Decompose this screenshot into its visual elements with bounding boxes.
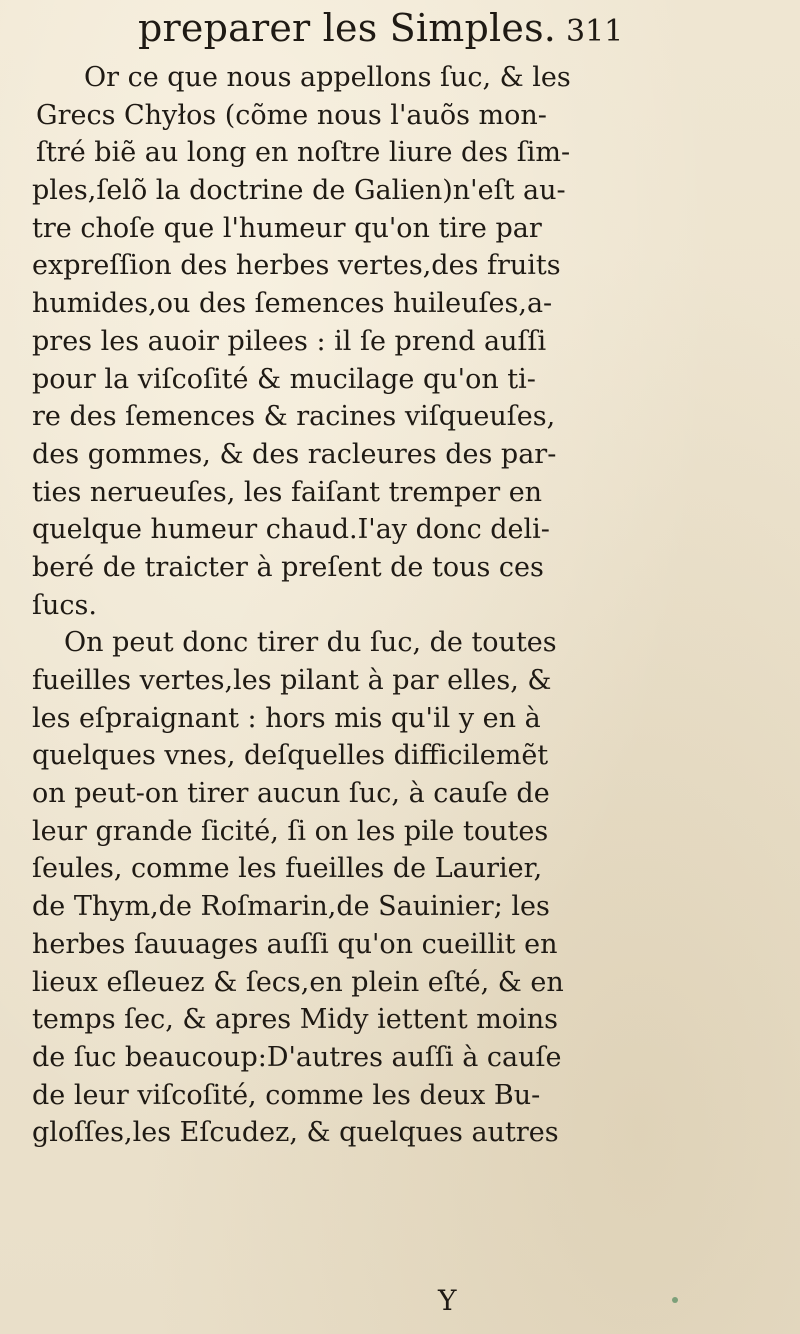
text-line: beré de traicter à preſent de tous ces bbox=[32, 551, 544, 583]
text-line: On peut donc tirer du ſuc, de toutes bbox=[64, 627, 557, 659]
text-line: quelques vnes, deſquelles difficilemẽt bbox=[32, 740, 549, 772]
text-line: leur grande ſicité, ſi on les pile toutes bbox=[32, 815, 549, 847]
text-line: ſtré biẽ au long en noſtre liure des ſim- bbox=[36, 137, 571, 169]
text-line: lieux eſleuez & ſecs,en plein eſté, & en bbox=[32, 966, 564, 998]
text-line: quelque humeur chaud.I'ay donc deli- bbox=[32, 514, 550, 546]
text-line: Grecs Chyłos (cõme nous l'auõs mon- bbox=[36, 99, 547, 131]
text-line: ples,ſelõ la doctrine de Galien)n'eſt au- bbox=[32, 175, 566, 207]
text-line: de ſuc beaucoup:D'autres auſſi à cauſe bbox=[32, 1041, 562, 1073]
text-line: des gommes, & des racleures des par- bbox=[32, 438, 557, 470]
text-line: herbes ſauuages auſſi qu'on cueillit en bbox=[32, 928, 558, 960]
text-line: les eſpraignant : hors mis qu'il y en à bbox=[32, 702, 541, 734]
text-line: expreſſion des herbes vertes,des fruits bbox=[32, 250, 561, 282]
text-line: humides,ou des ſemences huileuſes,a- bbox=[32, 288, 553, 320]
page-header bbox=[0, 4, 800, 54]
text-line: temps ſec, & apres Midy iettent moins bbox=[32, 1004, 558, 1036]
text-line: on peut-on tirer aucun ſuc, à cauſe de bbox=[32, 778, 550, 810]
text-line: pour la viſcoſité & mucilage qu'on ti- bbox=[32, 363, 536, 395]
text-line: re des ſemences & racines viſqueuſes, bbox=[32, 401, 556, 433]
body-text bbox=[28, 59, 628, 1152]
text-line: pres les auoir pilees : il ſe prend auſſi bbox=[32, 325, 547, 357]
text-line: ſucs. bbox=[32, 589, 97, 621]
page-number: 311 bbox=[566, 14, 624, 49]
text-line: ties nerueuſes, les faiſant tremper en bbox=[32, 476, 543, 508]
text-line: ſeules, comme les fueilles de Laurier, bbox=[32, 853, 543, 885]
ink-speck bbox=[672, 1297, 678, 1303]
text-line: tre choſe que l'humeur qu'on tire par bbox=[32, 212, 542, 244]
text-line: fueilles vertes,les pilant à par elles, & bbox=[32, 665, 552, 696]
text-line: de leur viſcoſité, comme les deux Bu- bbox=[32, 1079, 541, 1111]
text-line: de Thym,de Roſmarin,de Sauinier; les bbox=[32, 891, 550, 923]
running-title: preparer les Simples. bbox=[138, 6, 557, 50]
signature-mark: Y bbox=[438, 1284, 457, 1317]
text-line: gloſſes,les Eſcudez, & quelques autres bbox=[32, 1117, 559, 1149]
text-line: Or ce que nous appellons ſuc, & les bbox=[84, 62, 571, 93]
